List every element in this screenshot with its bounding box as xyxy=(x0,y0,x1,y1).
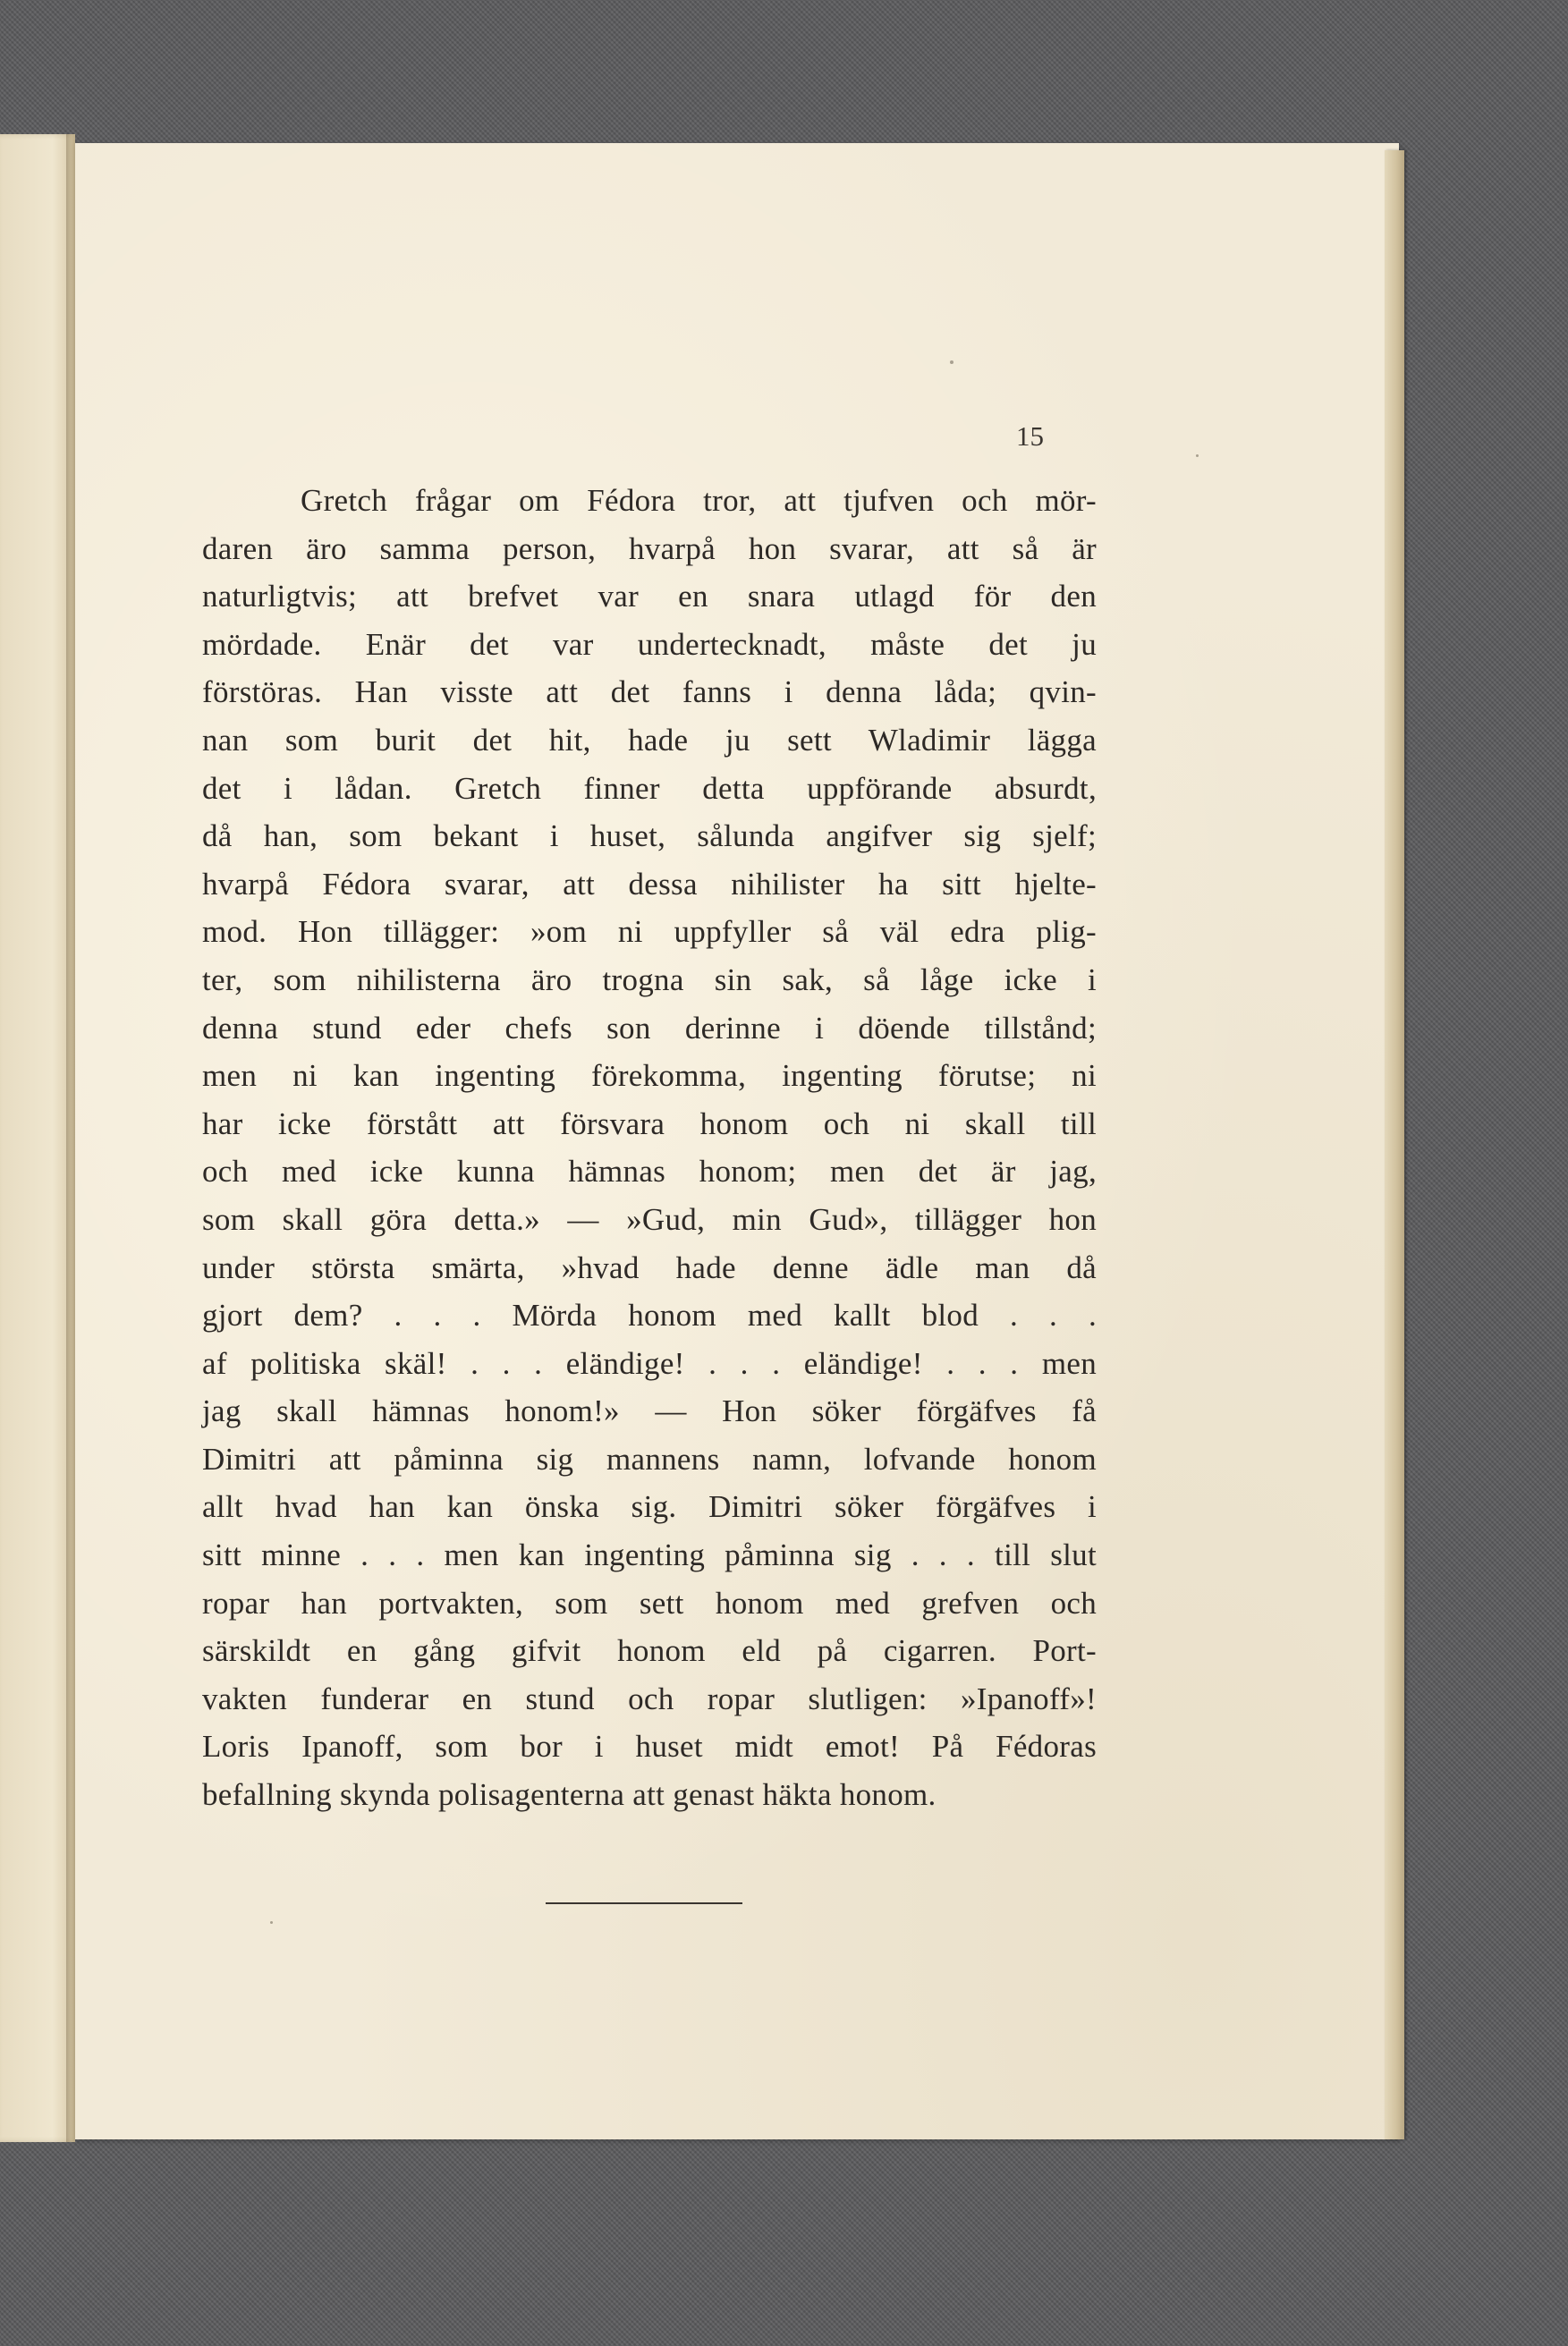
text-line: sitt minne . . . men kan ingenting påminna sig . . . till slut xyxy=(202,1537,1097,1573)
text-line: mördade. Enär det var undertecknadt, måste det ju xyxy=(202,626,1097,662)
body-text xyxy=(202,477,1097,1819)
text-line: som skall göra detta.» — »Gud, min Gud», tillägger hon xyxy=(202,1201,1097,1237)
text-line: förstöras. Han visste att det fanns i denna låda; qvin- xyxy=(202,674,1097,710)
text-line: Loris Ipanoff, som bor i huset midt emot! På Fédoras xyxy=(202,1729,1097,1765)
text-line: har icke förstått att försvara honom och ni skall till xyxy=(202,1105,1097,1141)
text-line: då han, som bekant i huset, sålunda angifver sig sjelf; xyxy=(202,818,1097,854)
text-line: ropar han portvakten, som sett honom med grefven och xyxy=(202,1585,1097,1621)
text-line: särskildt en gång gifvit honom eld på cigarren. Port- xyxy=(202,1633,1097,1669)
text-line: naturligtvis; att brefvet var en snara utlagd för den xyxy=(202,579,1097,614)
text-line: och med icke kunna hämnas honom; men det är jag, xyxy=(202,1154,1097,1190)
paper-speck xyxy=(1196,454,1199,457)
text-line: ter, som nihilisterna äro trogna sin sak, så låge icke i xyxy=(202,961,1097,997)
page-stack-edge xyxy=(1385,150,1404,2139)
text-line: denna stund eder chefs son derinne i döende tillstånd; xyxy=(202,1010,1097,1046)
text-line: Gretch frågar om Fédora tror, att tjufven och mör- xyxy=(301,483,1097,518)
previous-page-edge xyxy=(0,134,75,2142)
text-line: vakten funderar en stund och ropar slutligen: »Ipanoff»! xyxy=(202,1681,1097,1716)
text-line: hvarpå Fédora svarar, att dessa nihilister ha sitt hjelte- xyxy=(202,866,1097,902)
text-line: mod. Hon tillägger: »om ni uppfyller så väl edra plig- xyxy=(202,914,1097,950)
end-rule xyxy=(546,1902,742,1904)
text-line: allt hvad han kan önska sig. Dimitri söker förgäfves i xyxy=(202,1489,1097,1525)
text-line: daren äro samma person, hvarpå hon svarar, att så är xyxy=(202,530,1097,566)
text-line: under största smärta, »hvad hade denne ädle man då xyxy=(202,1249,1097,1285)
text-line: Dimitri att påminna sig mannens namn, lofvande honom xyxy=(202,1441,1097,1477)
page-number: 15 xyxy=(1016,420,1044,452)
text-line: gjort dem? . . . Mörda honom med kallt blod . . . xyxy=(202,1298,1097,1334)
text-line: nan som burit det hit, hade ju sett Wladimir lägga xyxy=(202,722,1097,758)
text-line: det i lådan. Gretch finner detta uppförande absurdt, xyxy=(202,770,1097,806)
text-line: jag skall hämnas honom!» — Hon söker förgäfves få xyxy=(202,1393,1097,1429)
paper-speck xyxy=(950,360,954,364)
paper-speck xyxy=(270,1921,273,1924)
text-line: af politiska skäl! . . . eländige! . . . eländige! . . . men xyxy=(202,1345,1097,1381)
text-line: befallning skynda polisagenterna att genast häkta honom. xyxy=(202,1777,937,1813)
text-line: men ni kan ingenting förekomma, ingenting förutse; ni xyxy=(202,1058,1097,1094)
